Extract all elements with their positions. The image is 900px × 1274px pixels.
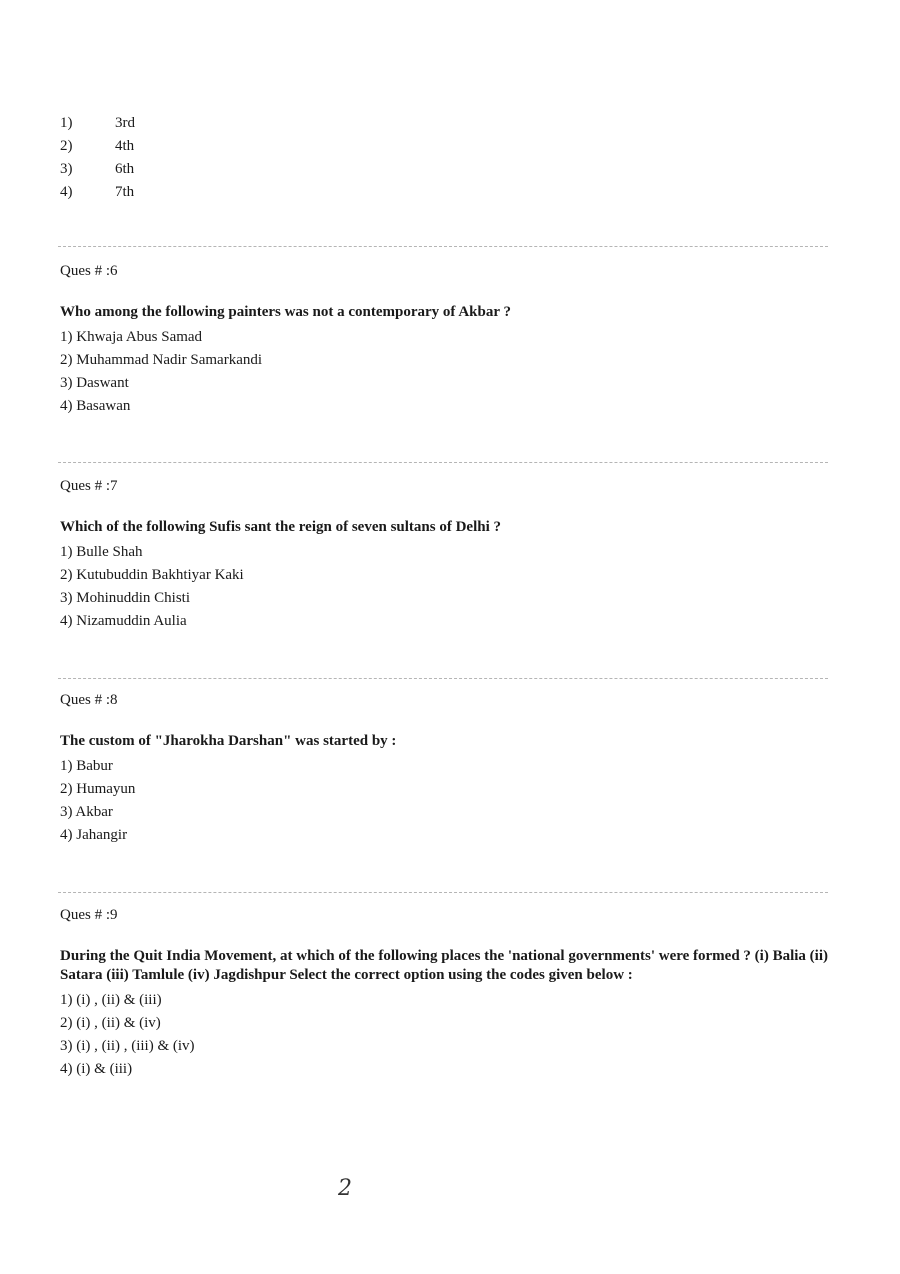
question-text: The custom of "Jharokha Darshan" was started by : xyxy=(60,733,397,749)
answer-option: 3) Daswant xyxy=(60,375,129,391)
option-row xyxy=(60,112,135,135)
answer-option: 2) Kutubuddin Bakhtiyar Kaki xyxy=(60,567,244,583)
answer-option: 1) Bulle Shah xyxy=(60,544,143,560)
section-divider xyxy=(58,246,828,247)
option-text: 4th xyxy=(115,138,135,154)
option-text: 3rd xyxy=(115,115,135,131)
answer-option: 4) Basawan xyxy=(60,398,131,414)
previous-question-options xyxy=(60,112,135,204)
option-row xyxy=(60,158,135,181)
section-divider xyxy=(58,892,828,893)
answer-option: 4) (i) & (iii) xyxy=(60,1061,133,1077)
answer-option: 3) Akbar xyxy=(60,804,113,820)
option-text: 6th xyxy=(115,161,135,177)
answer-option: 1) Babur xyxy=(60,758,113,774)
option-number: 3) xyxy=(60,161,73,177)
question-9 xyxy=(60,905,830,1081)
question-label: Ques # :8 xyxy=(60,692,118,708)
option-number: 1) xyxy=(60,115,73,131)
question-label: Ques # :6 xyxy=(60,263,118,279)
question-text: Who among the following painters was not a contemporary of Akbar ? xyxy=(60,304,511,320)
question-7 xyxy=(60,476,830,633)
answer-option: 3) Mohinuddin Chisti xyxy=(60,590,191,606)
option-row xyxy=(60,181,135,204)
option-text: 7th xyxy=(115,184,135,200)
page-number: 2 xyxy=(338,1176,352,1201)
question-label: Ques # :9 xyxy=(60,907,118,923)
answer-option: 4) Nizamuddin Aulia xyxy=(60,613,187,629)
question-6 xyxy=(60,261,830,418)
option-row xyxy=(60,135,135,158)
option-number: 4) xyxy=(60,184,73,200)
section-divider xyxy=(58,462,828,463)
question-text: During the Quit India Movement, at which of the following places the 'national governments' were formed ? (i) Balia (ii) Satara (iii) Tamlule (iv) Jagdishpur Select the correct option using the codes given below : xyxy=(60,948,829,983)
question-label: Ques # :7 xyxy=(60,478,118,494)
option-number: 2) xyxy=(60,138,73,154)
answer-option: 1) Khwaja Abus Samad xyxy=(60,329,203,345)
question-8 xyxy=(60,690,830,847)
answer-option: 4) Jahangir xyxy=(60,827,128,843)
answer-option: 2) Humayun xyxy=(60,781,136,797)
section-divider xyxy=(58,678,828,679)
answer-option: 2) Muhammad Nadir Samarkandi xyxy=(60,352,263,368)
answer-option: 2) (i) , (ii) & (iv) xyxy=(60,1015,161,1031)
answer-option: 3) (i) , (ii) , (iii) & (iv) xyxy=(60,1038,195,1054)
answer-option: 1) (i) , (ii) & (iii) xyxy=(60,992,162,1008)
question-text: Which of the following Sufis sant the reign of seven sultans of Delhi ? xyxy=(60,519,502,535)
